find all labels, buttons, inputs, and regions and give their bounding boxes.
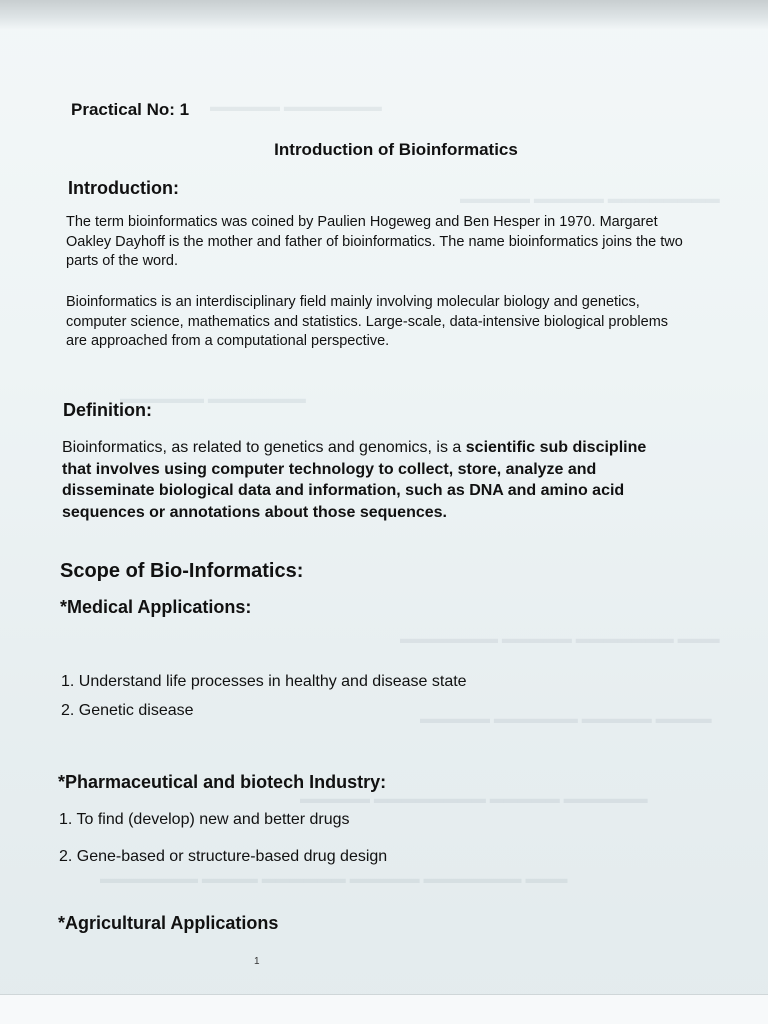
bleed-through: ▬▬▬▬▬ ▬▬▬▬▬▬▬▬ ▬▬▬▬▬ ▬▬▬▬▬▬ [300,790,648,806]
top-shadow [0,0,768,30]
definition-text [62,437,662,523]
bleed-through: ▬▬▬▬▬▬▬ ▬▬▬▬ ▬▬▬▬▬▬ ▬▬▬▬▬ ▬▬▬▬▬▬▬ ▬▬▬ [100,870,568,886]
introduction-paragraph-2: Bioinformatics is an interdisciplinary field mainly involving molecular biology and genetics, computer science, mathematics and statistics. Large-scale, data-intensive biological problems are approached from a computational perspective. [66,294,669,349]
introduction-heading: Introduction: [68,178,179,198]
agricultural-applications-heading: *Agricultural Applications [58,913,279,933]
medical-applications-heading: *Medical Applications: [60,597,252,617]
page-title: Introduction of Bioinformatics [274,140,518,159]
bleed-through: ▬▬▬▬▬▬ ▬▬▬▬▬▬▬ [120,390,306,406]
medical-list-item: 2. Genetic disease [61,702,194,719]
definition-heading: Definition: [63,400,152,420]
paper-sheet [0,30,768,994]
medical-list-item: 1. Understand life processes in healthy and disease state [61,673,467,690]
bleed-through: ▬▬▬▬▬ ▬▬▬▬▬▬▬ [210,98,382,114]
introduction-paragraph-1: The term bioinformatics was coined by Paulien Hogeweg and Ben Hesper in 1970. Margaret Oakley Dayhoff is the mother and father of bioinformatics. The name bioinformatics joins the two parts of the word. [66,214,683,269]
bleed-through: ▬▬▬▬▬▬▬ ▬▬▬▬▬ ▬▬▬▬▬▬▬ ▬▬▬ [400,630,720,646]
pharma-list-item: 2. Gene-based or structure-based drug design [59,848,388,865]
pharma-industry-heading: *Pharmaceutical and biotech Industry: [58,772,387,792]
scope-heading: Scope of Bio-Informatics: [60,560,304,582]
definition-text-bold: scientific sub discipline that involves using computer technology to collect, store, analyze and disseminate biological data and information, such as DNA and amino acid sequences or annotations about those sequences. [62,439,647,521]
definition-text-plain: Bioinformatics, as related to genetics and genomics, is a [62,439,466,456]
table-surface [0,994,768,1024]
bleed-through: ▬▬▬▬▬ ▬▬▬▬▬ ▬▬▬▬▬▬▬▬ [460,190,720,206]
page-number: 1 [254,956,260,967]
practical-number: Practical No: 1 [71,100,190,119]
pharma-list-item: 1. To find (develop) new and better drugs [59,811,350,828]
bleed-through: ▬▬▬▬▬ ▬▬▬▬▬▬ ▬▬▬▬▬ ▬▬▬▬ [420,710,712,726]
